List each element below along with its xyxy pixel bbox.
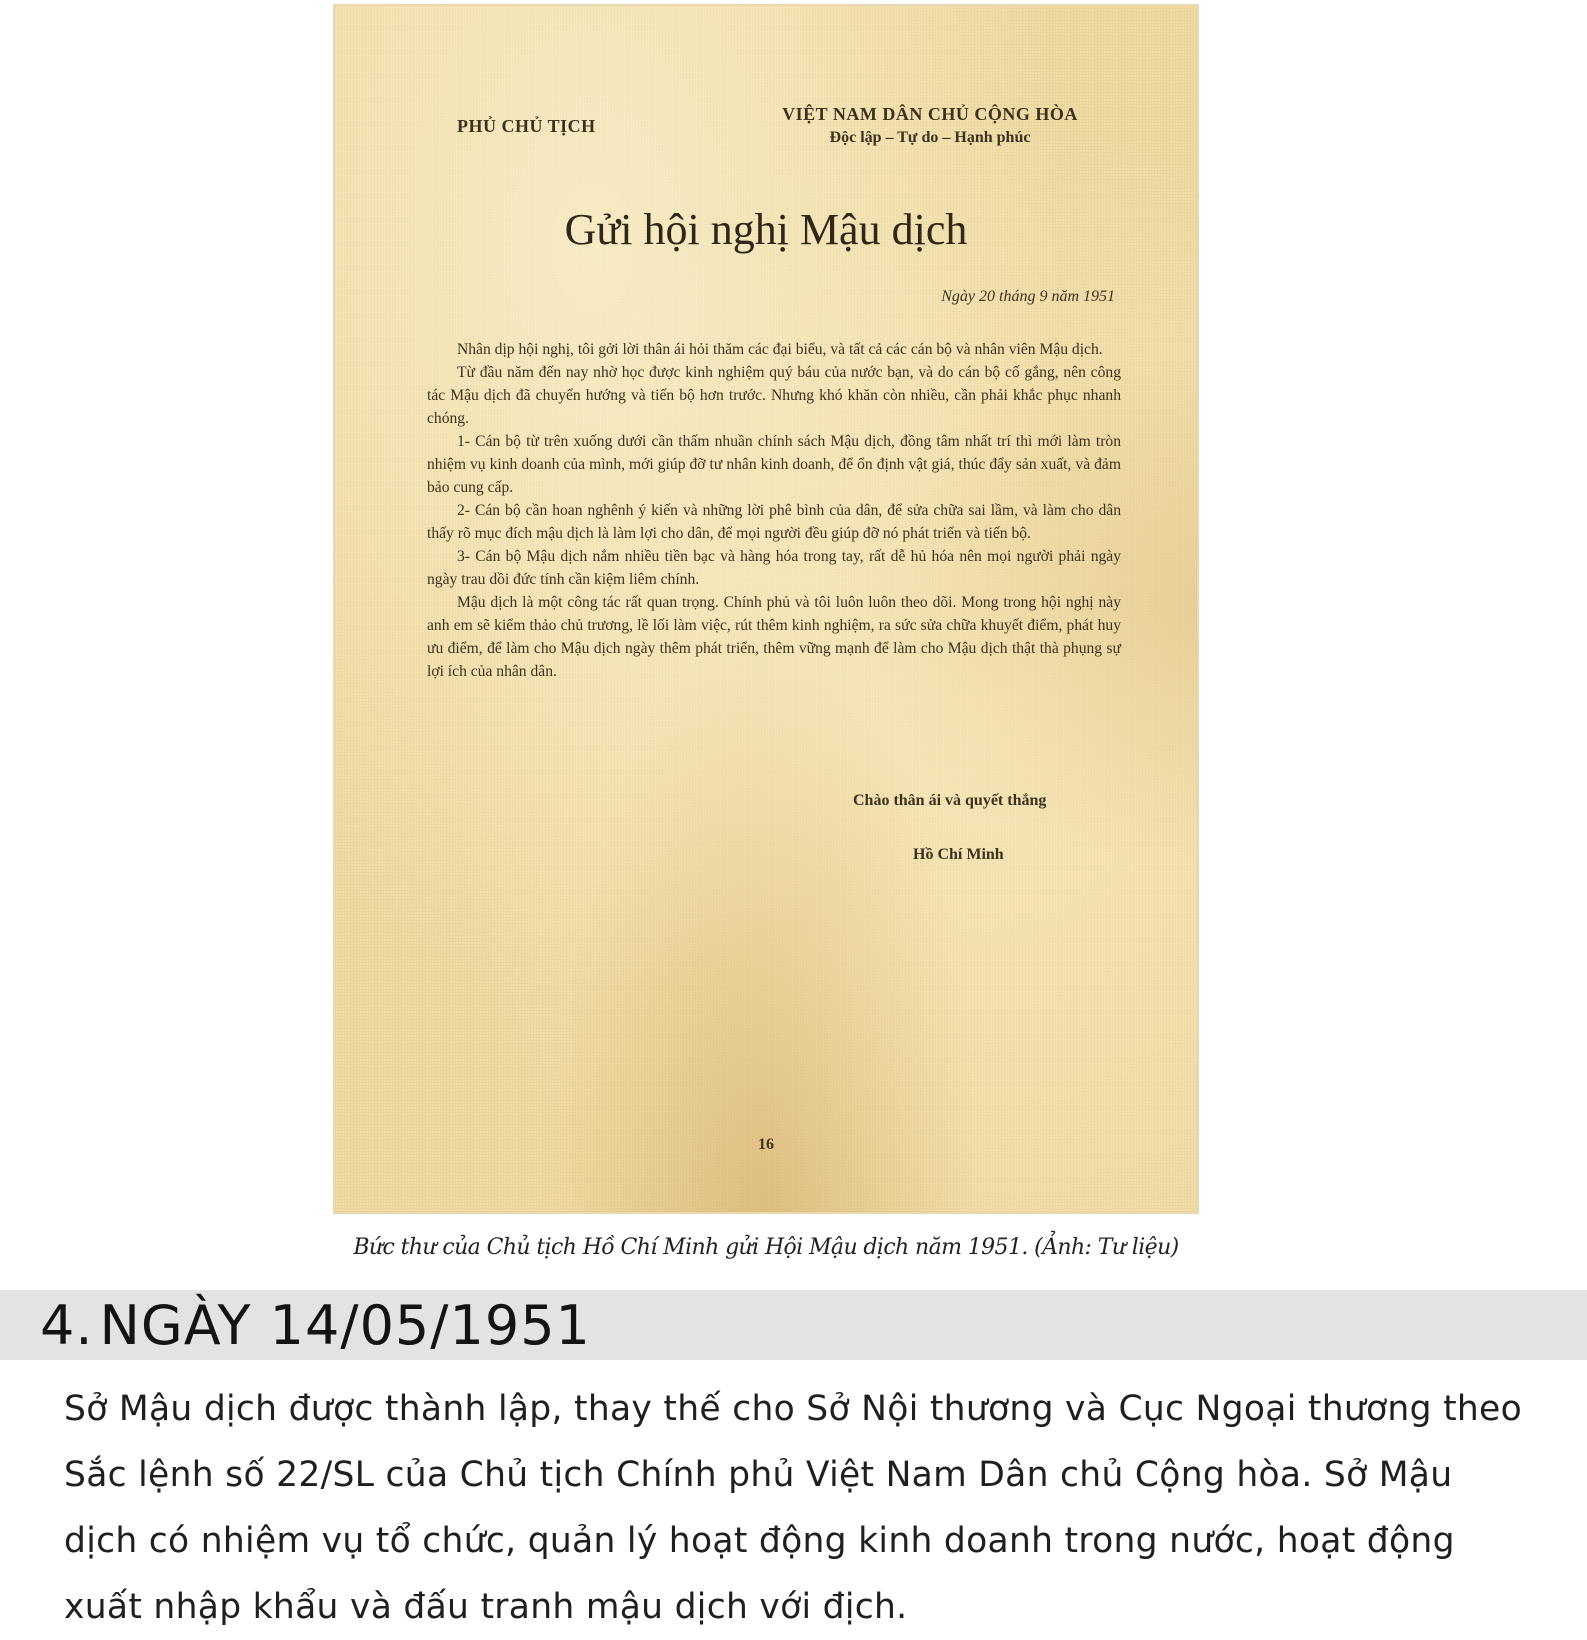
letter-title: Gửi hội nghị Mậu dịch: [564, 205, 968, 254]
letter-paragraph: 3- Cán bộ Mậu dịch nắm nhiều tiền bạc và hàng hóa trong tay, rất dễ hủ hóa nên mọi người phải ngày ngày trau dồi đức tính cần kiệm liêm chính.: [427, 548, 1121, 588]
letter-paragraph: 2- Cán bộ cần hoan nghênh ý kiến và những lời phê bình của dân, để sửa chữa sai lầm, và làm cho dân thấy rõ mục đích mậu dịch là làm lợi cho dân, để mọi người đều giúp đỡ nó phát triển và tiến bộ.: [427, 502, 1121, 542]
letter-closing: Chào thân ái và quyết thắng: [853, 792, 1047, 809]
letter-header-left: PHỦ CHỦ TỊCH: [457, 116, 596, 136]
letter-photo: [335, 6, 1197, 1212]
letter-header-motto: Độc lập – Tự do – Hạnh phúc: [829, 129, 1031, 146]
letter-header-right: [780, 104, 1080, 147]
section-body: Sở Mậu dịch được thành lập, thay thế cho Sở Nội thương và Cục Ngoại thương theo Sắc lệnh số 22/SL của Chủ tịch Chính phủ Việt Nam Dân chủ Cộng hòa. Sở Mậu dịch có nhiệm vụ tổ chức, quản lý hoạt động kinh doanh trong nước, hoạt động xuất nhập khẩu và đấu tranh mậu dịch với địch.: [64, 1389, 1522, 1627]
letter-page-number: 16: [758, 1136, 774, 1153]
letter-paragraph: Từ đầu năm đến nay nhờ học được kinh nghiệm quý báu của nước bạn, và do cán bộ cố gắng, nên công tác Mậu dịch đã chuyển hướng và tiến bộ hơn trước. Nhưng khó khăn còn nhiều, cần phải khắc phục nhanh chóng.: [427, 364, 1121, 427]
letter-paragraph: 1- Cán bộ từ trên xuống dưới cần thấm nhuần chính sách Mậu dịch, đồng tâm nhất trí thì mới làm tròn nhiệm vụ kinh doanh của mình, mới giúp đỡ tư nhân kinh doanh, để ổn định vật giá, thúc đẩy sản xuất, và đảm bảo cung cấp.: [427, 433, 1121, 496]
letter-signature: Hồ Chí Minh: [913, 846, 1004, 863]
letter-body: [427, 338, 1121, 683]
section-heading: [40, 1290, 591, 1360]
photo-caption: Bức thư của Chủ tịch Hồ Chí Minh gửi Hội Mậu dịch năm 1951. (Ảnh: Tư liệu): [353, 1235, 1179, 1260]
letter-date: Ngày 20 tháng 9 năm 1951: [941, 288, 1115, 305]
letter-paragraph: Mậu dịch là một công tác rất quan trọng. Chính phủ và tôi luôn luôn theo dõi. Mong trong hội nghị này anh em sẽ kiểm thảo chủ trương, lề lối làm việc, rút thêm kinh nghiệm, ra sức sửa chữa khuyết điểm, phát huy ưu điểm, để làm cho Mậu dịch ngày thêm phát triển, thêm vững mạnh để làm cho Mậu dịch thật thà phụng sự lợi ích của nhân dân.: [427, 594, 1121, 680]
section-title: NGÀY 14/05/1951: [99, 1294, 591, 1357]
letter-paragraph: Nhân dịp hội nghị, tôi gởi lời thân ái hỏi thăm các đại biểu, và tất cả các cán bộ và nhân viên Mậu dịch.: [457, 341, 1103, 358]
section-number: 4.: [40, 1294, 94, 1357]
letter-header-country: VIỆT NAM DÂN CHỦ CỘNG HÒA: [782, 104, 1078, 124]
